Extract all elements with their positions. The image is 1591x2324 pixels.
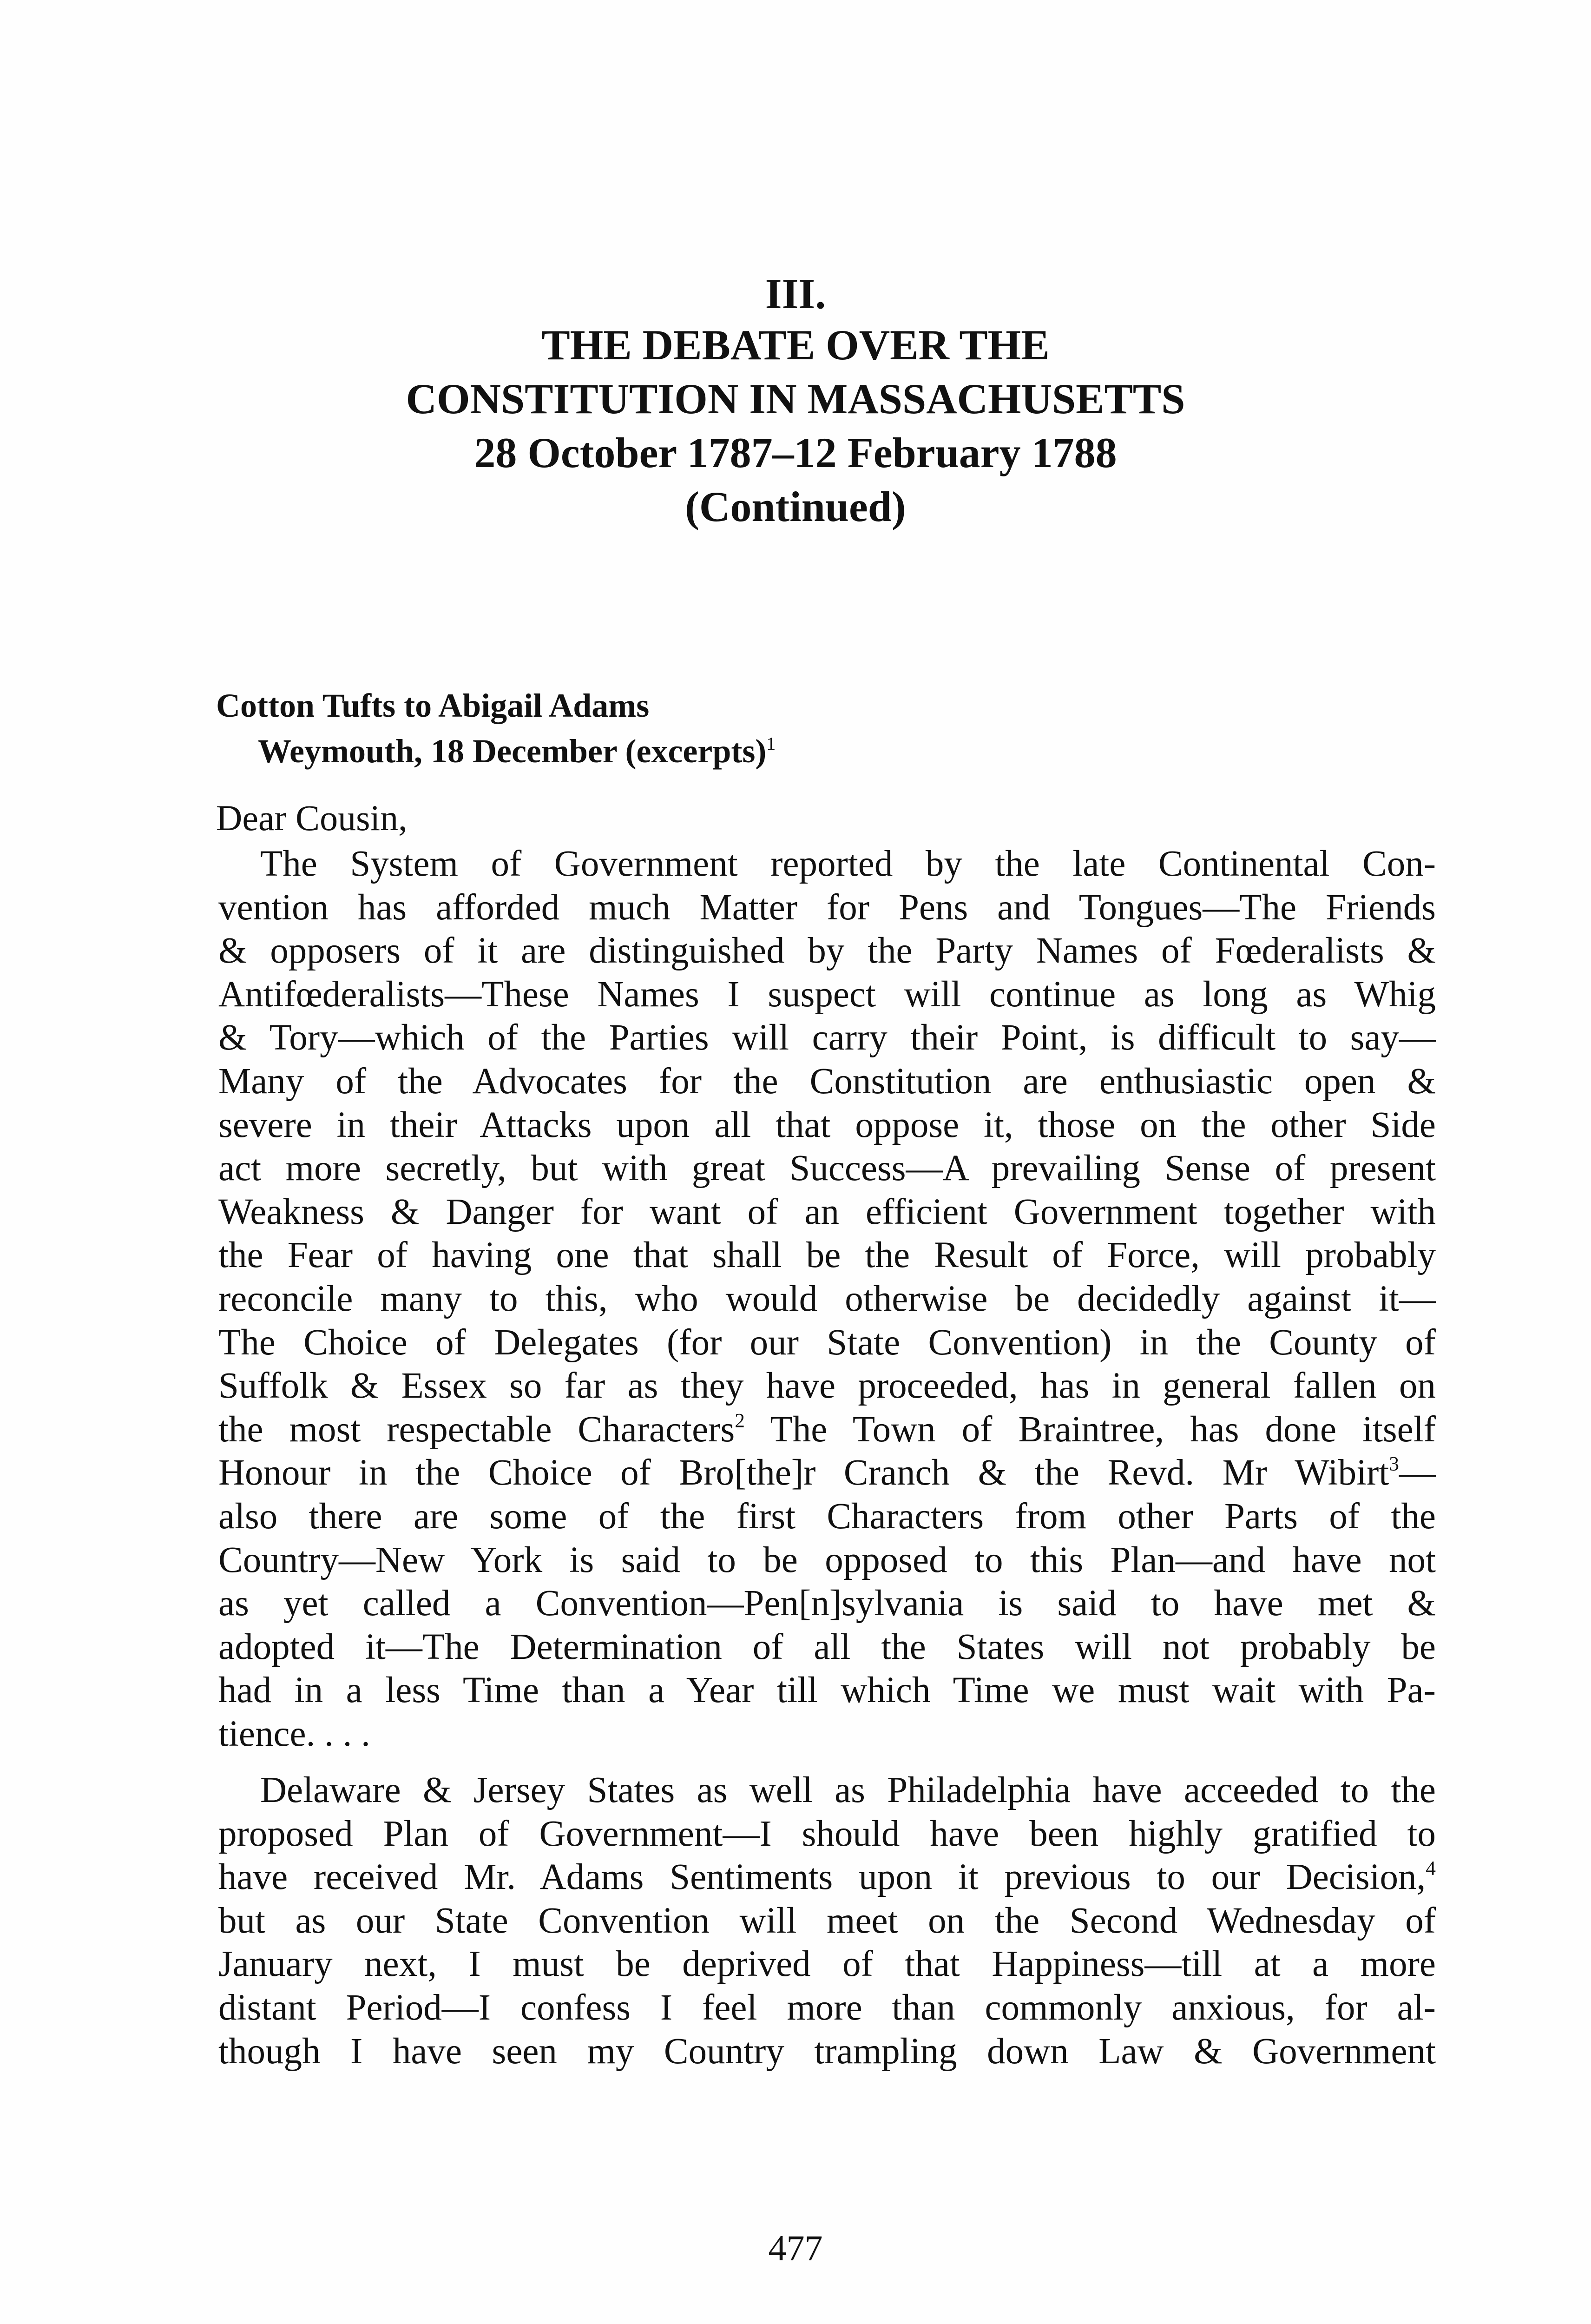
part-dates: 28 October 1787–12 February 1788 xyxy=(474,429,1117,476)
text-line: also there are some of the first Characters from other Parts of the xyxy=(218,1496,1436,1537)
footnote-marker[interactable]: 2 xyxy=(735,1409,745,1432)
text-line: act more secretly, but with great Success—A prevailing Sense of present xyxy=(218,1148,1436,1189)
page-number: 477 xyxy=(768,2228,823,2268)
paragraph-2 xyxy=(218,1769,1436,2073)
paragraph-1 xyxy=(218,842,1436,1756)
text-line: & Tory—which of the Parties will carry their Point, is difficult to say— xyxy=(218,1017,1436,1058)
footnote-marker[interactable]: 4 xyxy=(1426,1857,1436,1880)
letter-place-date-text: Weymouth, 18 December (excerpts) xyxy=(258,733,767,770)
text-line: though I have seen my Country trampling down Law & Government xyxy=(218,2031,1436,2072)
text-fragment: The Town of Braintree, has done itself xyxy=(770,1409,1436,1450)
text-line: January next, I must be deprived of that Happiness—till at a more xyxy=(218,1944,1436,1985)
text-line: & opposers of it are distinguished by the Party Names of Fœderalists & xyxy=(218,931,1436,971)
part-number: III. xyxy=(765,270,826,317)
text-fragment: — xyxy=(1399,1452,1436,1493)
text-line: but as our State Convention will meet on the Second Wednesday of xyxy=(218,1900,1436,1941)
text-line: tience. . . . xyxy=(218,1713,370,1754)
text-line: Delaware & Jersey States as well as Philadelphia have acceeded to the xyxy=(260,1770,1436,1810)
footnote-marker[interactable]: 1 xyxy=(766,733,776,754)
text-line: Antifœderalists—These Names I suspect will continue as long as Whig xyxy=(218,974,1436,1015)
text-line: The System of Government reported by the late Continental Con- xyxy=(260,844,1436,884)
text-line: as yet called a Convention—Pen[n]sylvania is said to have met & xyxy=(218,1583,1436,1624)
text-line: adopted it—The Determination of all the States will not probably be xyxy=(218,1626,1436,1667)
letter-title: Cotton Tufts to Abigail Adams xyxy=(216,687,650,724)
text-line: Weakness & Danger for want of an efficient Government together with xyxy=(218,1191,1436,1232)
continued-label: (Continued) xyxy=(685,483,906,530)
text-line: Country—New York is said to be opposed to this Plan—and have not xyxy=(218,1539,1436,1580)
footnote-marker[interactable]: 3 xyxy=(1389,1452,1399,1475)
salutation: Dear Cousin, xyxy=(216,798,408,838)
text-line: Many of the Advocates for the Constitution are enthusiastic open & xyxy=(218,1061,1436,1102)
text-line: proposed Plan of Government—I should have been highly gratified to xyxy=(218,1813,1436,1854)
text-line: distant Period—I confess I feel more than commonly anxious, for al- xyxy=(218,1987,1436,2028)
text-line xyxy=(218,1855,1436,1899)
text-line: Suffolk & Essex so far as they have proceeded, has in general fallen on xyxy=(218,1366,1436,1406)
text-line: had in a less Time than a Year till which Time we must wait with Pa- xyxy=(218,1670,1436,1711)
letter-place-date xyxy=(258,731,776,771)
text-fragment: Honour in the Choice of Bro[the]r Cranch & the Revd. Mr Wibirt xyxy=(218,1452,1389,1493)
text-line xyxy=(218,1451,1436,1495)
part-title-line-1: THE DEBATE OVER THE xyxy=(541,321,1050,369)
text-line: severe in their Attacks upon all that oppose it, those on the other Side xyxy=(218,1104,1436,1145)
part-title-line-2: CONSTITUTION IN MASSACHUSETTS xyxy=(406,375,1185,423)
text-line: vention has afforded much Matter for Pens and Tongues—The Friends xyxy=(218,887,1436,928)
text-line: The Choice of Delegates (for our State Convention) in the County of xyxy=(218,1322,1436,1363)
text-fragment: have received Mr. Adams Sentiments upon it previous to our Decision, xyxy=(218,1857,1426,1898)
text-fragment: the most respectable Characters xyxy=(218,1409,735,1450)
text-line: the Fear of having one that shall be the Result of Force, will probably xyxy=(218,1235,1436,1276)
text-line xyxy=(218,1408,1436,1452)
text-line: reconcile many to this, who would otherwise be decidedly against it— xyxy=(218,1278,1436,1319)
